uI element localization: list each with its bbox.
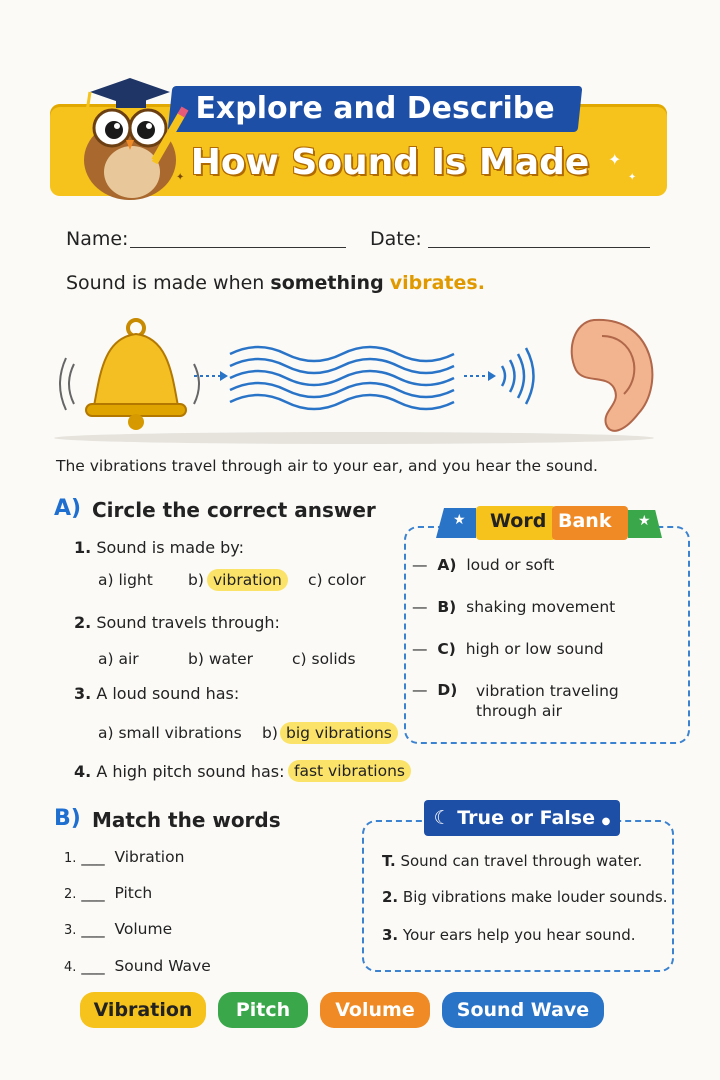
bell-icon	[60, 320, 199, 430]
question-text: A loud sound has:	[96, 684, 240, 703]
true-false-item-1: T. Sound can travel through water.	[382, 852, 643, 870]
q1-option-c[interactable]: c) color	[308, 571, 366, 589]
q1-option-a[interactable]: a) light	[98, 571, 153, 589]
section-b-title: Match the words	[92, 808, 281, 832]
true-false-item-3: 3. Your ears help you hear sound.	[382, 926, 636, 944]
intro-highlight: vibrates.	[389, 272, 485, 294]
date-label: Date:	[370, 228, 422, 250]
question-4	[74, 762, 285, 781]
sparkle-icon: ●	[601, 816, 611, 827]
intro-text: Sound is made when	[66, 272, 271, 294]
sparkle-icon: ✦	[628, 172, 637, 183]
date-field[interactable]	[428, 247, 650, 248]
q1-option-b-answer[interactable]: vibration	[207, 569, 288, 591]
sound-illustration	[54, 314, 666, 452]
word-bank-item-a: — A) loud or soft	[412, 556, 555, 574]
ear-icon	[572, 320, 653, 431]
pill-sound-wave[interactable]: Sound Wave	[442, 992, 604, 1028]
true-false-title: True or False	[457, 807, 596, 829]
q1-option-b-letter[interactable]: b)	[188, 571, 204, 589]
q2-option-a[interactable]: a) air	[98, 650, 139, 668]
intro-bold: something	[270, 272, 384, 294]
word-bank-title-word: Word	[490, 510, 547, 532]
word-bank-item-b: — B) shaking movement	[412, 598, 616, 616]
moon-icon: ☾	[433, 807, 451, 829]
q3-option-b-answer[interactable]: big vibrations	[280, 722, 398, 744]
sparkle-icon: ✦	[176, 172, 185, 183]
word-bank-title-bank: Bank	[558, 510, 612, 532]
q3-option-a[interactable]: a) small vibrations	[98, 724, 242, 742]
pill-vibration[interactable]: Vibration	[80, 992, 206, 1028]
intro-sentence	[66, 272, 485, 294]
owl-mascot-icon	[60, 64, 210, 204]
true-false-header	[424, 800, 620, 836]
name-field[interactable]	[130, 247, 346, 248]
question-1	[74, 538, 244, 557]
question-text: A high pitch sound has:	[96, 762, 285, 781]
question-number: 4.	[74, 762, 92, 781]
name-label: Name:	[66, 228, 129, 250]
section-a-letter: A)	[54, 496, 82, 521]
star-icon: ★	[453, 512, 466, 528]
question-number: 1.	[74, 538, 92, 557]
q2-option-b[interactable]: b) water	[188, 650, 253, 668]
question-number: 3.	[74, 684, 92, 703]
pill-volume[interactable]: Volume	[320, 992, 430, 1028]
q3-option-b-letter[interactable]: b)	[262, 724, 278, 742]
true-false-item-2: 2. Big vibrations make louder sounds.	[382, 888, 668, 906]
word-bank-item-d-text: vibration traveling through air	[476, 682, 619, 720]
header-title-line2: How Sound Is Made	[190, 142, 590, 183]
pill-pitch[interactable]: Pitch	[218, 992, 308, 1028]
sparkle-icon: ✦	[608, 150, 622, 169]
sound-wave-icon	[230, 347, 454, 409]
q4-answer[interactable]: fast vibrations	[288, 760, 411, 782]
question-2	[74, 613, 280, 632]
illustration-caption: The vibrations travel through air to your ear, and you hear the sound.	[56, 457, 598, 475]
match-item-1[interactable]: 1. ___ Vibration	[64, 848, 185, 866]
word-bank-item-d: — D)	[412, 681, 458, 699]
match-item-2[interactable]: 2. ___ Pitch	[64, 884, 153, 902]
match-item-3[interactable]: 3. ___ Volume	[64, 920, 173, 938]
word-bank-item-c: — C) high or low sound	[412, 640, 604, 658]
section-a-title: Circle the correct answer	[92, 498, 376, 522]
question-text: Sound travels through:	[96, 613, 280, 632]
match-item-4[interactable]: 4. ___ Sound Wave	[64, 957, 211, 975]
question-3	[74, 684, 239, 703]
question-text: Sound is made by:	[96, 538, 244, 557]
section-b-letter: B)	[54, 806, 81, 831]
star-icon: ★	[638, 513, 651, 529]
header-title-line1: Explore and Describe	[195, 91, 555, 126]
q2-option-c[interactable]: c) solids	[292, 650, 356, 668]
question-number: 2.	[74, 613, 92, 632]
